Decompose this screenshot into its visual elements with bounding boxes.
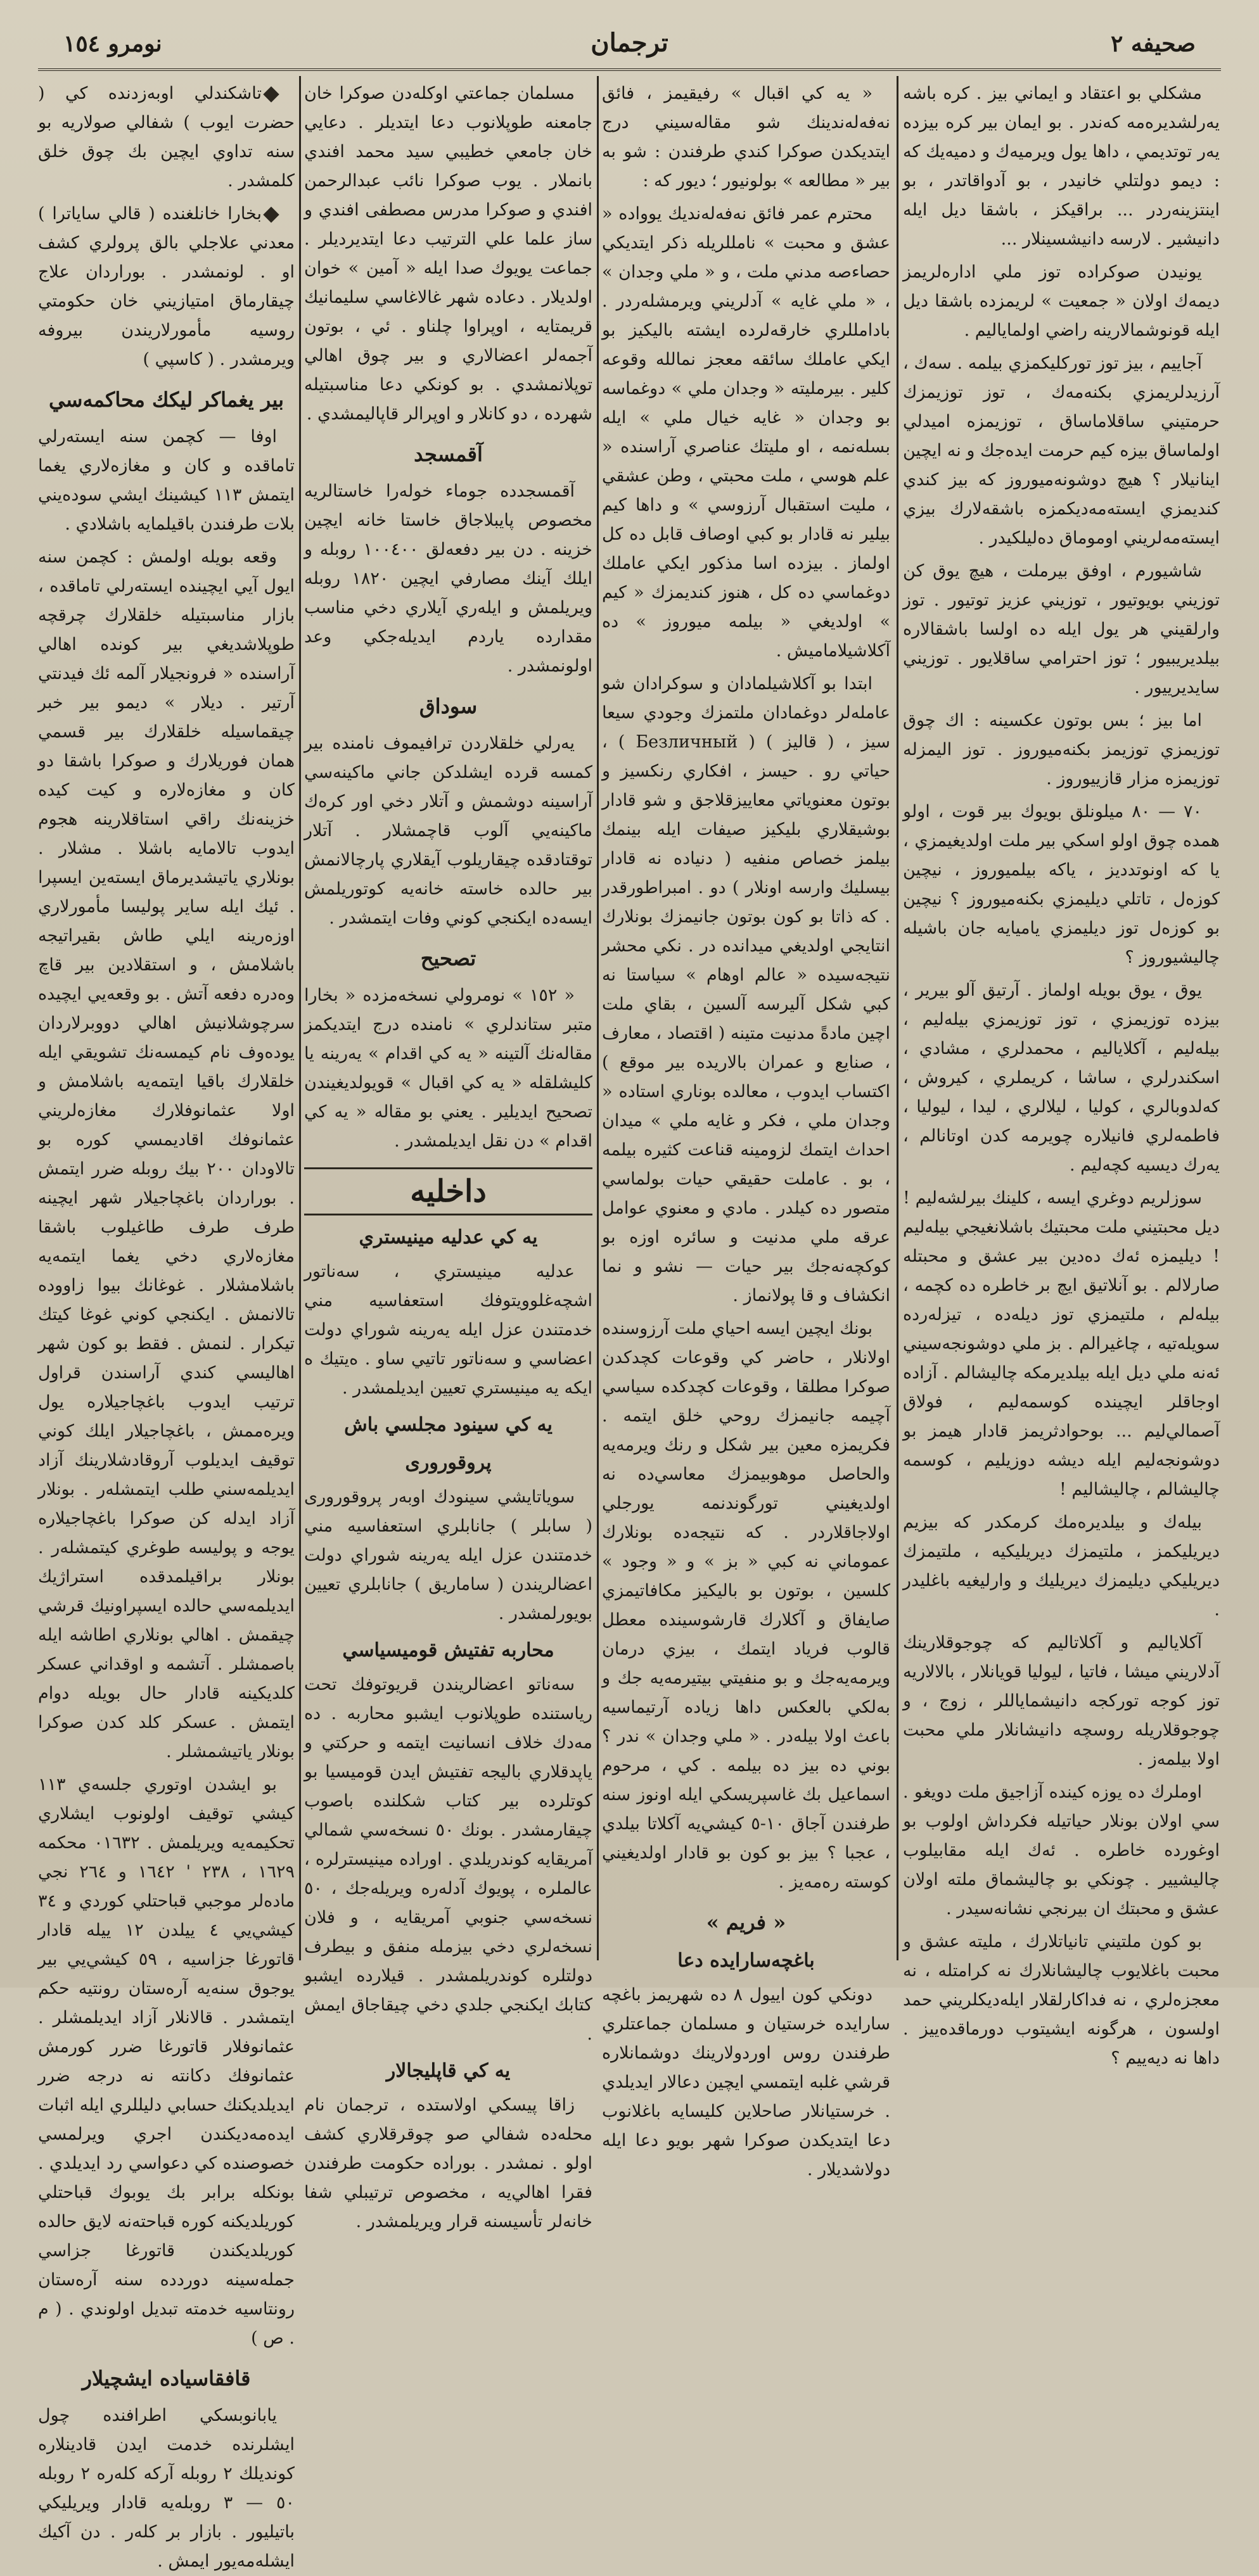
header-rule [38,68,1221,71]
paragraph: يوق ، يوق بويله اولماز . آرتيق آلو بيرير ، بيزده توزيمزي ، توز توزيمزي بيلەليم ، بيلەليم ، آكلاياليم ، محمدلري ، مشادي ، اسكندرلري ، ساشا ، كريملري ، كيروش ، كەلدوبالري ، كوليا ، ليلالري ، ليدا ، ليوليا ، فاطمەلري فانيلاره چويرمه كدن اوتانالم ، يەرك ديسيه كچەليم . [903,980,1220,1175]
paragraph: يەرلي خلقلاردن ترافيموف نامنده بير كمسه قرده ايشلدكن جاني ماكينه‌سي آراسينه دوشمش و آتلار دخي اور كرەك ماكينه‌يي آلوب قاچمشلار . آتلار توقتادقده چيقاريلوب آيقلاري پارچالانمش بير حالده خاسته خانه‌يه كوتوريلمش ايسه‌ده ايكنجي كوني وفات ايتمشدر . [304,733,592,928]
paragraph: دونكي كون اييول ٨ ده شهريمز باغچه سارايده خرستيان و مسلمان جماعتلري طرفندن روس اوردولارينك دوشمانلارە قرشي غلبه ايتمسي ايچين دعالار ايديلدي . خرستيانلار صاحلاين كليسايه باغلانوب دعا ايتديكدن صوكرا شهر بويو دعا ايله دولاشديلار . [602,1985,890,2179]
paragraph: محترم عمر فائق نەفەلەنديك يوواده « عشق و محبت » نامللريله ذكر ايتديكي حصاءصه مدني ملت ، و « ملي وجدان » ، « ملي غايه » آدلريني ويرمشلەردر . بادامللري خارقەلرده ايشته باليكيز بو ايكي عاملك سائقه معجز نمالله وقوعه كلير . بيرمليته « وجدان ملي » دوغماسه بو وجدان « غايه خيال ملي » ايله بسلەنمه ، او مليتك عناصري آراسنده « علم هوسي ، ملت محبتي ، وطن عشقي ، مليت استقبال آرزوسي » و داها كيم بيلير نه قادار بو كبي اوصاف قابل ده كل اولماز . بيزده اسا مذكور ايكي عاملك دوغماسي ده كل ، هنوز كنديمزك « كيم » اولديغي « بيلمه ميوروز » ده آكلاشيلاماميش . [602,204,890,661]
column-3 [304,79,593,2231]
paragraph: سوزلريم دوغري ايسه ، كلينك بيرلشەليم ! ديل محبتيني ملت محبتيك باشلانغيجي بيلەليم ! ديليمزه ئەك دەدين بير عشق و محبتله صارلالم . بو آنلاتيق ايچ بر خاطره ده كچمه ، بيلەلم ، ملتيمزي توز ديلەده ، تيزلەرده سويلەتيه ، چاغيرالم . بز ملي دوشونجەسيني ئەنه ملي ديل ايله بيلديرمكه چاليشالم . آزاده اوجاقلر ايچينده كوسمەليم ، فولاق آصمالي‌ليم ... بوحوادثريمز قادار هيمز بو دوشونجەليم ايله ديشه دوزيليم ، كوسمه چاليشالم ، چاليشاليم ! [903,1188,1220,1499]
issue-number: نومرو ١٥٤ [63,30,162,57]
paragraph: سەناتو اعضالريندن قريوتوفك تحت رياستنده طوپلانوب ايشبو محاربه . ده مەدك خلاف انسانيت ايتمه و حركتي و ياپدقلاري باليجه تفتيش ايدن قوميسيا بو كوتلرده بير كتاب شكلنده باصوب چيقارمشدر . بونك ٥٠ نسخه‌سي شمالي آمريقايه كوندريلدي . اوراده مينيسترلره ، عالملره ، پويوك آدلەره ويريلەجك ، ٥٠ نسخه‌سي جنوبي آمريقايه ، و فلان نسخه‌لري دخي بيزمله منفق و بيطرف دولتلره كوندريلمشدر . قيلارده ايشبو كتابك ايكنجي جلدي دخي چيقاجاق ايمش . [304,1675,592,2044]
paragraph [38,79,295,196]
paragraph: « يه كي اقبال » رفيقيمز ، فائق نەفەلەندينك شو مقالەسيني درج ايتديكدن صوكرا كندي طرفندن : شو به بير « مطالعه » بولونيور ؛ ديور كه : [602,84,890,191]
paragraph: بيلەك و بيلديرەمك كرمكدر كه بيزيم ديريليكمز ، ملتيمزك ديريليكيه ، ملتيمزك ديريليكي ديليمزك ديريليك و وارليغيه باغليدر . [903,1513,1220,1620]
column-1 [903,79,1220,2068]
section-heading: تصحيح [420,946,476,970]
paragraph: « ١٥٢ » نومرولي نسخه‌مزده « بخارا متبر ستاندلري » نامنده درج ايتديكمز مقاله‌نك آلتينه « يه كي اقدام » يەرينه يا كليشلقله « يه كي اقبال » قويولديغيندن تصحيح ايديلير . يعني بو مقاله « يه كي اقدام » دن نقل ايديلمشدر . [304,986,592,1151]
paragraph: بو ايشدن اوتوري جلسه‌ي ١١٣ كيشي توقيف اولونوب ايشلاري تحكيمه‌يه ويريلمش . ٠١٦٣٢ محكمه ١٦٢٩ ، ٢٣٨ ' ١٦٤٢ و ٢٦٤ نجي ماده‌لر موجبي قباحتلي كوردي و ٣٤ كيشي‌يي ٤ ييلدن ١٢ ييله قادار قاتورغا جزاسيه ، ٥٩ كيشي‌يي بير يوجوق سنه‌يه آرەستان رونتيه حكم ايتمشدر . قالانلار آزاد ايديلمشلر . عثمانوفلار قاتورغا ضرر كورمش عثمانوفك دكانته نه درجه ضرر ايديلديكنك حسابي دليللري ايله اثبات ايدەمه‌ديكندن اجري ويرلمسي خصوصنده كي دعواسي رد ايديلدي . بونكله برابر بك يوبوك قباحتلي كوريلديكنه كوره قباحته‌نه لايق حالده كوريلديكندن قاتورغا جزاسي جمله‌سينه دوردده سنه آرەستان رونتاسيه خدمته تبديل اولوندي . ( م . ص ) [38,1775,295,2348]
column-divider [299,76,301,1960]
paragraph: آقمسجدده جوماء خولەرا خاستالريه مخصوص پايبلاجاق خاستا خانه ايچين خزينه . دن بير دفعەلق ١٠٠٤٠٠ روبله و ايلك آينك مصارفي ايچين ١٨٢٠ روبله ويريلمش و ايلەري آيلاري دخي مناسب مقدارده ياردم ايديلەجكي وعد اولونمشدر . [304,481,593,676]
section-subheading: باغچه‌سارايده دعا [677,1950,815,1972]
section-heading: « فريم » [706,1910,786,1934]
paragraph: اوملرك ده يوزه كينده آزاجيق ملت دويغو . سي اولان بونلار حياتيله فكرداش اولوب بو اوغورده خاطره . ئەك ايله مقابيلوب چاليشيير . چونكي بو چاليشماق ملته اولان عشق و محبتك ان بيرنجي نشانەسيدر . [903,1782,1220,1919]
column-divider [597,76,599,1960]
paragraph: سوياتايشي سينودك اوبەر پروقورورى ( سابلر ) جانابلري استعفاسيه مني خدمتندن عزل ايله يەرينه شوراي دولت اعضالريندن ( ساماريق ) جانابلري تعيين بويورلمشدر . [304,1487,592,1623]
paragraph: آجاييم ، بيز توز توركليكمزي بيلمه . سەك ، آرزيدلريمزي بكنەمەك ، توز توزيمزك حرمتيني ساقلاماساق ، توزيمزه اميدلي اولماساق بيزه كيم حرمت ايدەجك و نه ايچين اينانيلار ؟ هيچ دوشونەميوروز كه بيز كندي كنديمزي ايستەمەديكمزه باشقەلارك بيزي ايستەمەلريني اوموماق دەليلكيدر . [903,353,1220,548]
paragraph-text: بخارا خانلغنده ( قالي ساياترا ) معدني علاجلي بالق پرولري كشف او . لونمشدر . بوراردان علاج چيقارماق امتيازيني خان حكومتي روسيه مأمورلاريندن بيروفه ويرمشدر . ( كاسپي ) [38,204,295,369]
paragraph: ٧٠ — ٨٠ ميلونلق بويوك بير قوت ، اولو همده چوق اولو اسكي بير ملت اولديغيمزي ، يا كه اونوتدديز ، ياكه بيلميوروز ، نيچين كوزەل ، تاتلي ديليمزي بكنەميوروز ؟ نيچين بو كوزەل توز ديليمزي ياميايه جان باشيله چاليشيوروز ؟ [903,802,1220,967]
paragraph: وقعه بويله اولمش : كچمن سنه ايول آيي ايچينده ايستەرلي تاماقده ، بازار مناسبتيله خلقلارك چرقچه طوپلاشديغي بير كونده اهالي آراسنده « فرونجيلار آلمه ئك فيدنتي آرتير . ديلار » ديمو بير خبر چيقماسيله خلقلارك بير قسمي همان فوريلارك و صوكرا باشقا دو كان و مغازەلاره و كيت كيده خزينه‌نك راقي استاقلارينه هجوم ايدوب تالامايه باشلا . مشلار . بونلاري ياتيشديرماق ايسته‌ين ايسپرا . ئيك ايله ساير پوليسا مأمورلاري اوزەرينه ايلي طاش بقيراتيجه باشلامش ، و استقلادين بير قاچ وەدرە دفعه آتش . بو وقعه‌يي ايچيده سرچوشلانيش اهالي دووبرلاردان يودەوف نام كيمسەنك تشويقي ايله خلقلارك باقيا ايتمه‌يه باشلامش و اولا عثمانوفلارك مغازەلريني عثمانوفك اقاديمسي كورە بو تالاودان ٢٠٠ بيك روبله ضرر ايتمش . بوراردان باغچاجيلار شهر ايچينه طرف طرف طاغيلوب باشقا مغازەلاري دخي يغما ايتمه‌يه باشلامشلار . غوغانك بيوا زاووده تالانمش . ايكنجي كوني غوغا كيتك تيكرار . لنمش . فقط بو كون شهر اهاليسي كندي آراسندن قراول ترتيب ايدوب باغچاجيلاره يول ويرەممش ، باغچاجيلار ايلك كوني توقيف ايديلوب آروقادشلارينك آزاد ايديلمه‌سني طلب ايتمشلەر . بونلار آزاد ايدله كن صوكرا باغچاجيلاره يوجه و پوليسه طوغري كيتمشلەر . بونلار براقيلمدقده استراژيك ايديلمه‌سي حالده ايسپراونيك قرشي چيقمش . اهالي بونلاري اطاشه ايله باصمشلر . آتشمه و اوقداني عسكر كلديكينه قادار حال بويله دوام ايتمش . عسكر كلد كدن صوكرا بونلار ياتيشمشلر . [38,547,295,1761]
paragraph: آكلاياليم و آكلاتاليم كه چوجوقلارينك آدلاريني ميشا ، فاتيا ، ليوليا قويانلار ، بالالاريه توز كوجه توركجه دانيشماياللر ، زوج ، و چوجوقلاريله روسچه دانيشانلار ملي محبت اولا بيلمەز . [903,1633,1220,1769]
paragraph: عدليه مينيستري ، سەناتور اشچەغلوويتوفك استعفاسيه مني خدمتندن عزل ايله يەرينه شوراي دولت اعضاسي و سەناتور تاتيي ساو . ه‌يتيك ه ايكه يە مينيستري تعيين ايديلمشدر . [304,1262,592,1398]
paragraph: يابانوبسكي اطرافنده چول ايشلرنده خدمت ايدن قادينلاره كونديلك ٢ روبله آركه كلەره ٢ روبله ٥٠ — ٣ روبله‌يه قادار ويريليكي باتيليور . بازار بر كلەر . دن آكيك ايشلەمه‌يور ايمش . [38,2406,295,2571]
paragraph: مسلمان جماعتي اوكله‌دن صوكرا خان جامعنه طوپلانوب دعا ايتديلر . دعايي خان جامعي خطيبي سيد محمد افندي بانملار . يوب صوكرا نائب عبدالرحمن افندي و صوكرا مدرس مصطفى افندي و ساز علما علي الترتيب دعا ايتديرديلر . جماعت يويوك صدا ايله « آمين » خوان اولديلار . دعاده شهر غالاغاسي سليمانيك قريمتايه ، اوپراوا چلناو . ئي ، بوتون آجمەلر اعضالاري و بير چوق اهالي توپلانمشدي . بو كونكي دعا مناسبتيله شهرده ، دو كانلار و اوپرالر قاپاليمشدي . [304,84,592,424]
section-subheading: يه كي سينود مجلسي باش [344,1414,553,1436]
page-header [38,19,1221,70]
paragraph: بو كون ملتيني تانياتلارك ، مليته عشق و محبت باغلايوب چاليشانلارك نه كرامتله ، نه معجزەلري ، نه فداكارلقلار ايلەديكلريني حمد اولسون ، هرگونه ايشيتوب دورماقدەييز . داها نه ديەييم ؟ [903,1932,1220,2068]
section-heading: سوداق [419,694,478,718]
section-heading: بير يغماكر ليكك محاكمه‌سي [48,388,284,412]
paragraph: يونيدن صوكراده توز ملي ادارەلريمز ديمەك اولان « جمعيت » لريمزده باشقا ديل ايله قونوشمالارينه راضي اولماياليم . [903,262,1220,340]
section-heading: قافقاسياده ايشچيلار [82,2366,251,2390]
ornament-icon [263,86,279,102]
section-subheading: محاربه تفتيش قوميسياسي [342,1639,554,1661]
section-subheading: پروقورورى [405,1452,492,1474]
paragraph: اوفا — كچمن سنه ايستەرلي تاماقده و كان و مغازەلاري يغما ايتمش ١١٣ كيشينك ايشي سودەيني بلات طرفندن باقيلمايه باشلادي . [38,427,295,534]
column-2 [602,79,890,2179]
paragraph: بونك ايچين ايسه احياي ملت آرزوسنده اولانلار ، حاضر كي وقوعات كچدكدن صوكرا مطلقا ، وقوعات كچدكده سياسي آچيمه جانيمزك روحي خلق ايتمه . فكريمزه معين بير شكل و رنك ويرمەيه والحاصل موهوبيمزك معاسي‌ده نه اولديغيني تورگوندنمه يورجلي اولاجاقلاردر . كه نتيجەده بونلارك عموماني نه كبي « بز » و « وجود » كلسين ، بوتون بو باليكيز مكافاتيمزي صايفاق و آكلارك قارشوسينده معطل قالوب فرياد ايتمك ، بيزي درمان ويرمەيەجك و بو منفيتي بيتيرمەيه جك و بەلكي بالعكس داها زياده آرتيماسيه باعث اولا بيلەدر . « ملي وجدان » ندر ؟ بوني ده بيز ده بيلمه . كي ، مرحوم اسماعيل بك غاسپريسكي ايله اونوز سنه طرفندن آجاق ١٠-٥ كيشي‌يه آكلاتا بيلدي ، عجبا ؟ بيز بو كون بو قادار اولديغيني كوسته رەمه‌يز . [602,1319,890,1892]
paragraph-text: تاشكندلي اوبەزدنده كي ( حضرت ايوب ) شفالي صولاريه بو سنه تداوي ايچين بك چوق خلق كلمشدر . [38,84,295,191]
newspaper-title: ترجمان [591,28,668,58]
section-heading: آقمسجد [414,442,483,466]
column-divider [897,76,898,1960]
paragraph: اما بيز ؛ بس بوتون عكسينه : اك چوق توزيمزي توزيمز بكنەميوروز . توز اليمزله توزيمزه مزار قازييوروز . [903,711,1220,789]
ornament-icon [263,206,279,222]
section-subheading: يه كي عدليه مينيستري [359,1226,538,1248]
paragraph: شاشيورم ، اوفق بيرملت ، هيچ يوق كن توزيني بويوتيور ، توزيني عزيز توتيور . توز وارلقيني هر يول ايله ده اولسا باشقالاره بيلديريبيور ؛ توز احترامي ساقلايور . توزيني سايديرييور . [903,561,1220,697]
paragraph: زاقا پيسكي اولاستده ، ترجمان نام محله‌ده شفالي صو چوقرقلاري كشف اولو . نمشدر . بوراده حكومت طرفندن فقرا اهالي‌يه ، مخصوص ترتيبلي شفا خانه‌لر تأسيسنه قرار ويريلمشدر . [304,2095,592,2231]
domestic-section-heading: داخليه [304,1167,592,1215]
paragraph: ابتدا بو آكلاشيلمادان و سوكرادان شو عاملەلر دوغمادان ملتمزك وجودي سيعا سيز ، ( قاليز ) ( Безличный ) ، حياتي رو . حيسز ، افكاري رنكسيز و بوتون معنوياتي معاييزقلاجق و شو قادار بوشيقلاري بليكيز صيفات ايله بينمك بيلمز خصاص منفيه ( دنياده نه قادار بيسليك وارسه اونلار ) دو . امبراطورقدر . كه ذاتا بو كون بوتون جانيمزك بونلارك انتايجي اولديغي ميدانده در . نكي محشر نتيجەسيده « عالم اوهام » سياستا نه كبي شكل آليرسه آلسين ، بقاي ملت اچين مادةً مدنيت متينه ( اقتصاد ، معارف ، صنايع و عمران بالاريده بير موقع ) اكتساب ايدوب ، معالده بوناري استاده « وجدان ملي ، فكر و غايه ملي » ميدان احداث ايتمك لزومينه قناعت كثيره بيلمه ، بو . عاملت حقيقي حيات بولماسي متصور ده كيلدر . مادي و معنوي عوامل عرقه ملي مدنيت و سائره اوزه بو كوكچەنەجك بير حيات — نشو و نما انكشاف و قا پولانماز . [602,674,890,1305]
paragraph [38,200,295,374]
column-4 [38,79,295,2571]
paragraph: مشكلي بو اعتقاد و ايماني بيز . كره باشه يەرلشديرەمه كەندر . بو ايمان بير كره بيزده يەر توتديمي ، داها يول ويرميەك و دميەيك كه : ديمو دولتلي خانيدر ، بو آدواقاتدر ، بو اينتزينەردر ... براقيكز ، باشقا ديل ايله دانيشير . لارسه دانيشسينلار ... [903,84,1220,249]
section-subheading: يه كي قاپليجالار [386,2060,511,2082]
page-number: صحيفه ٢ [1110,30,1196,57]
